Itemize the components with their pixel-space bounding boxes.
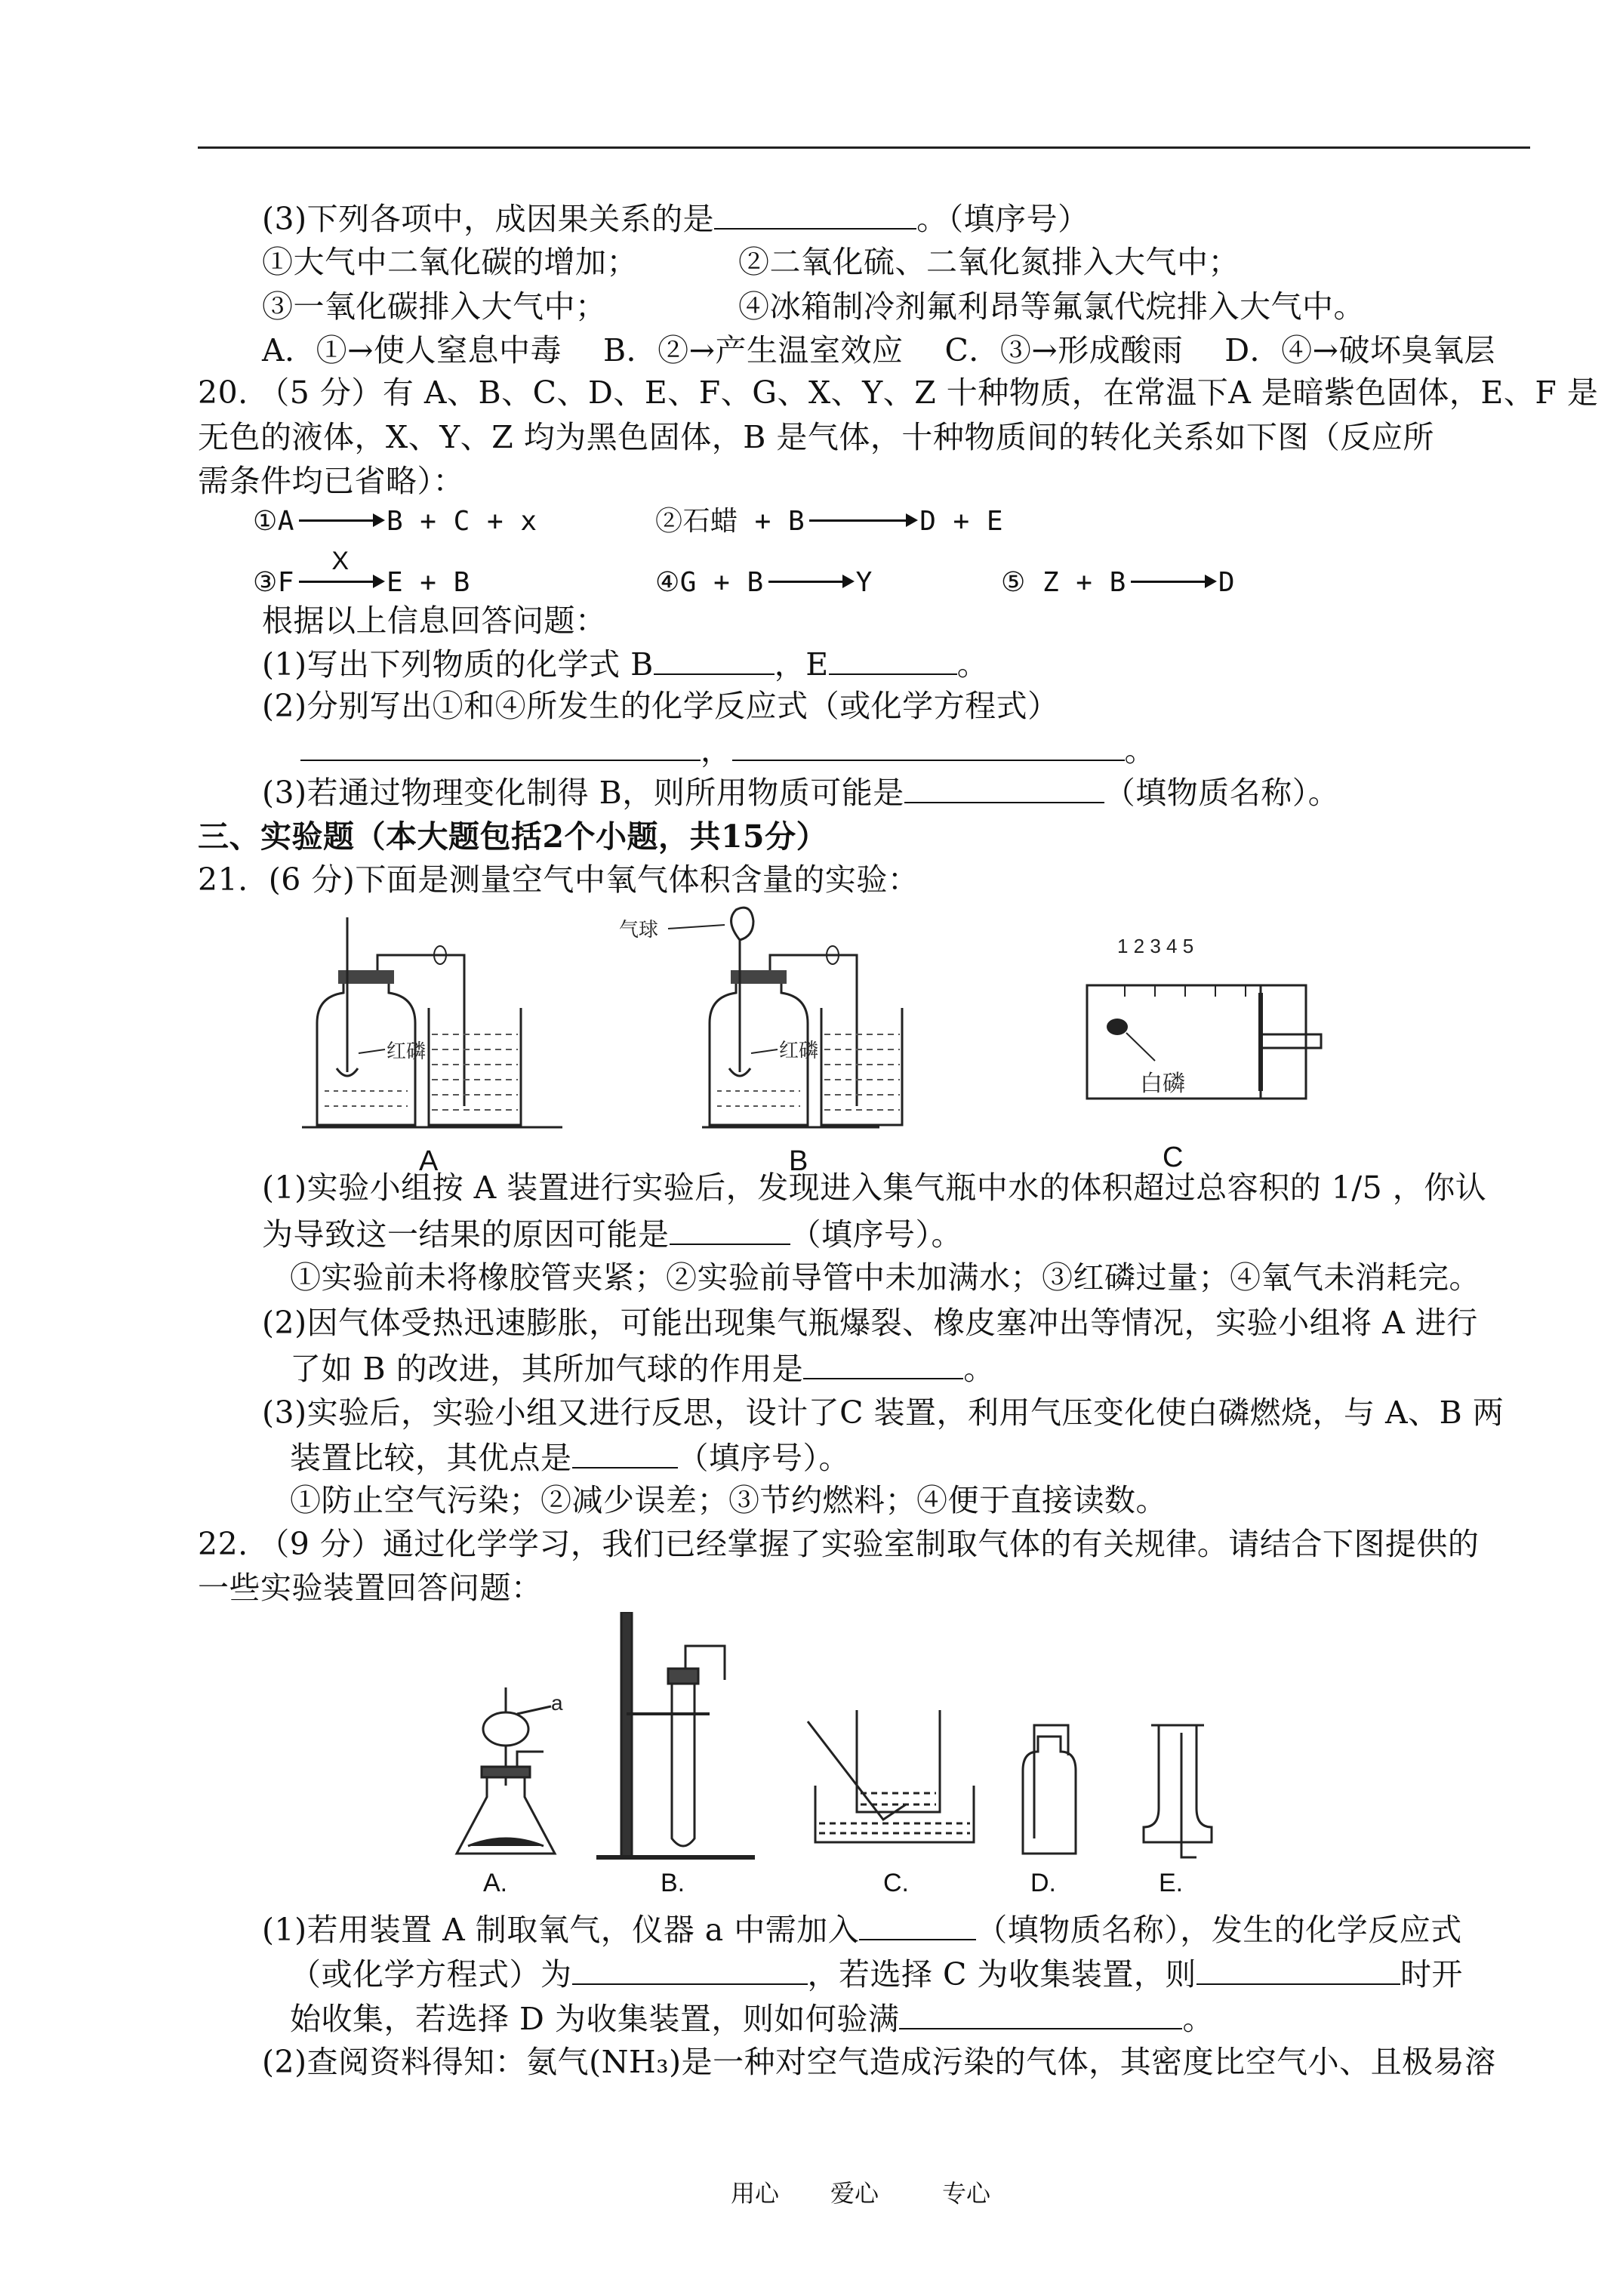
balloon-label: 气球 — [619, 918, 659, 941]
flask-apparatus — [457, 1687, 555, 1854]
answer-blank[interactable] — [670, 1218, 790, 1245]
answer-blank[interactable] — [572, 1441, 678, 1469]
answer-blank[interactable] — [899, 2002, 1182, 2029]
q20-line-2: 无色的液体，X、Y、Z 均为黑色固体，B 是气体，十种物质间的转化关系如下图（反应所 — [198, 419, 1434, 455]
q21-title: 21. (6 分)下面是测量空气中氧气体积含量的实验： — [198, 861, 919, 898]
figure-apparatus-b — [619, 906, 906, 1174]
q20-ask: 根据以上信息回答问题： — [262, 603, 607, 639]
q21-part1-line2: 为导致这一结果的原因可能是 （填序号）。 — [262, 1216, 962, 1253]
scale-ticks-label: 1 2 3 4 5 — [1117, 935, 1194, 957]
q22-line-2: 一些实验装置回答问题： — [198, 1570, 543, 1606]
label-c: C. — [883, 1869, 909, 1897]
answer-blank[interactable] — [300, 734, 701, 761]
arrow-icon — [809, 519, 915, 526]
arrow-icon — [299, 519, 382, 526]
white-phosphorus-label: 白磷 — [1140, 1071, 1185, 1096]
red-phosphorus-label: 红磷 — [779, 1039, 819, 1062]
answer-blank[interactable] — [654, 648, 775, 675]
q19-options: A．①→使人窒息中毒 B．②→产生温室效应 C．③→形成酸雨 D．④→破坏臭氧层 — [262, 332, 1495, 368]
instrument-a-label: a — [551, 1691, 563, 1715]
q21-part3-options: ①防止空气污染；②减少误差；③节约燃料；④便于直接读数。 — [290, 1482, 1167, 1518]
footer-text-3: 专心 — [942, 2179, 991, 2208]
reaction-2: ②石蜡 + B D + E — [655, 506, 1004, 537]
answer-blank[interactable] — [732, 734, 1125, 761]
q22-part1-line3: 始收集，若选择 D 为收集装置，则如何验满 。 — [290, 2001, 1214, 2037]
label-d: D. — [1030, 1869, 1056, 1897]
reaction-3: ③F X E + B — [253, 546, 470, 598]
answer-blank[interactable] — [714, 202, 916, 230]
label-e: E. — [1159, 1869, 1184, 1897]
reaction-1: ①A B + C + x — [253, 506, 537, 537]
answer-blank[interactable] — [572, 1958, 808, 1985]
q20-line-3: 需条件均已省略）： — [198, 463, 464, 499]
figure-c-label: C — [1163, 1142, 1184, 1173]
q22-part1-line1: (1)若用装置 A 制取氧气，仪器 a 中需加入 （填物质名称），发生的化学反应式 — [262, 1912, 1462, 1948]
q20-line-1: 20. （5 分）有 A、B、C、D、E、F、G、X、Y、Z 十种物质，在常温下A 是暗紫色固体，E、F 是 — [198, 374, 1599, 411]
q19-part3-line: (3)下列各项中，成因果关系的是 。（填序号） — [262, 201, 1089, 237]
catalyst-label: X — [331, 546, 350, 575]
figure-a-label: A — [419, 1145, 439, 1174]
answer-blank[interactable] — [829, 648, 957, 675]
q21-part1-line1: (1)实验小组按 A 装置进行实验后，发现进入集气瓶中水的体积超过总容积的 1/5 ，你认 — [262, 1170, 1487, 1206]
q19-item-4: ④冰箱制冷剂氟利昂等氟氯代烷排入大气中。 — [738, 288, 1365, 325]
q21-part2-line2: 了如 B 的改进，其所加气球的作用是 。 — [290, 1351, 995, 1387]
q22-part1-line2: （或化学方程式）为 ，若选择 C 为收集装置，则 时开 — [290, 1956, 1463, 1992]
answer-blank[interactable] — [803, 1352, 963, 1379]
q22-part2-line1: (2)查阅资料得知：氨气(NH₃)是一种对空气造成污染的气体，其密度比空气小、且极易溶 — [262, 2044, 1496, 2080]
answer-blank[interactable] — [1196, 1958, 1400, 1985]
q19-item-1: ①大气中二氧化碳的增加； — [262, 244, 638, 280]
q21-part3-line2: 装置比较，其优点是 （填序号）。 — [290, 1440, 850, 1476]
reaction-4: ④G + B Y — [655, 567, 873, 598]
answer-blank[interactable] — [859, 1913, 976, 1940]
q21-part3-line1: (3)实验后，实验小组又进行反思，设计了C 装置，利用气压变化使白磷燃烧，与 A、B 两 — [262, 1395, 1504, 1431]
figure-apparatus-a — [302, 917, 574, 1174]
q20-part2-blanks: ， 。 — [300, 734, 1156, 766]
arrow-icon — [1131, 581, 1214, 587]
answer-blank[interactable] — [904, 776, 1104, 803]
header-rule — [198, 146, 1530, 149]
q19-item-2: ②二氧化硫、二氧化氮排入大气中； — [738, 244, 1240, 280]
label-b: B. — [661, 1869, 685, 1897]
arrow-icon — [768, 581, 852, 587]
footer-text-1: 用心 — [731, 2179, 780, 2208]
q20-part2: (2)分别写出①和④所发生的化学反应式（或化学方程式） — [262, 688, 1059, 724]
footer-text-2: 爱心 — [830, 2179, 879, 2208]
q21-part1-options: ①实验前未将橡胶管夹紧；②实验前导管中未加满水；③红磷过量；④氧气未消耗完。 — [290, 1259, 1480, 1296]
section-title: 三、实验题（本大题包括2个小题，共15分） — [198, 818, 828, 855]
figure-apparatus-a-e — [445, 1612, 1321, 1899]
reaction-5: ⑤ Z + B D — [1001, 567, 1236, 598]
red-phosphorus-label: 红磷 — [387, 1040, 427, 1062]
arrow-icon — [299, 546, 382, 587]
q19-item-3: ③一氧化碳排入大气中； — [262, 288, 607, 325]
figure-b-label: B — [789, 1145, 808, 1174]
figure-apparatus-c — [1079, 929, 1329, 1178]
label-a: A. — [483, 1869, 508, 1897]
q22-line-1: 22. （9 分）通过化学学习，我们已经掌握了实验室制取气体的有关规律。请结合下图提供的 — [198, 1526, 1480, 1562]
q21-part2-line1: (2)因气体受热迅速膨胀，可能出现集气瓶爆裂、橡皮塞冲出等情况，实验小组将 A 进行 — [262, 1305, 1478, 1341]
q20-part3: (3)若通过物理变化制得 B，则所用物质可能是 （填物质名称）。 — [262, 775, 1340, 811]
q20-part1: (1)写出下列物质的化学式 B ，E 。 — [262, 646, 989, 683]
